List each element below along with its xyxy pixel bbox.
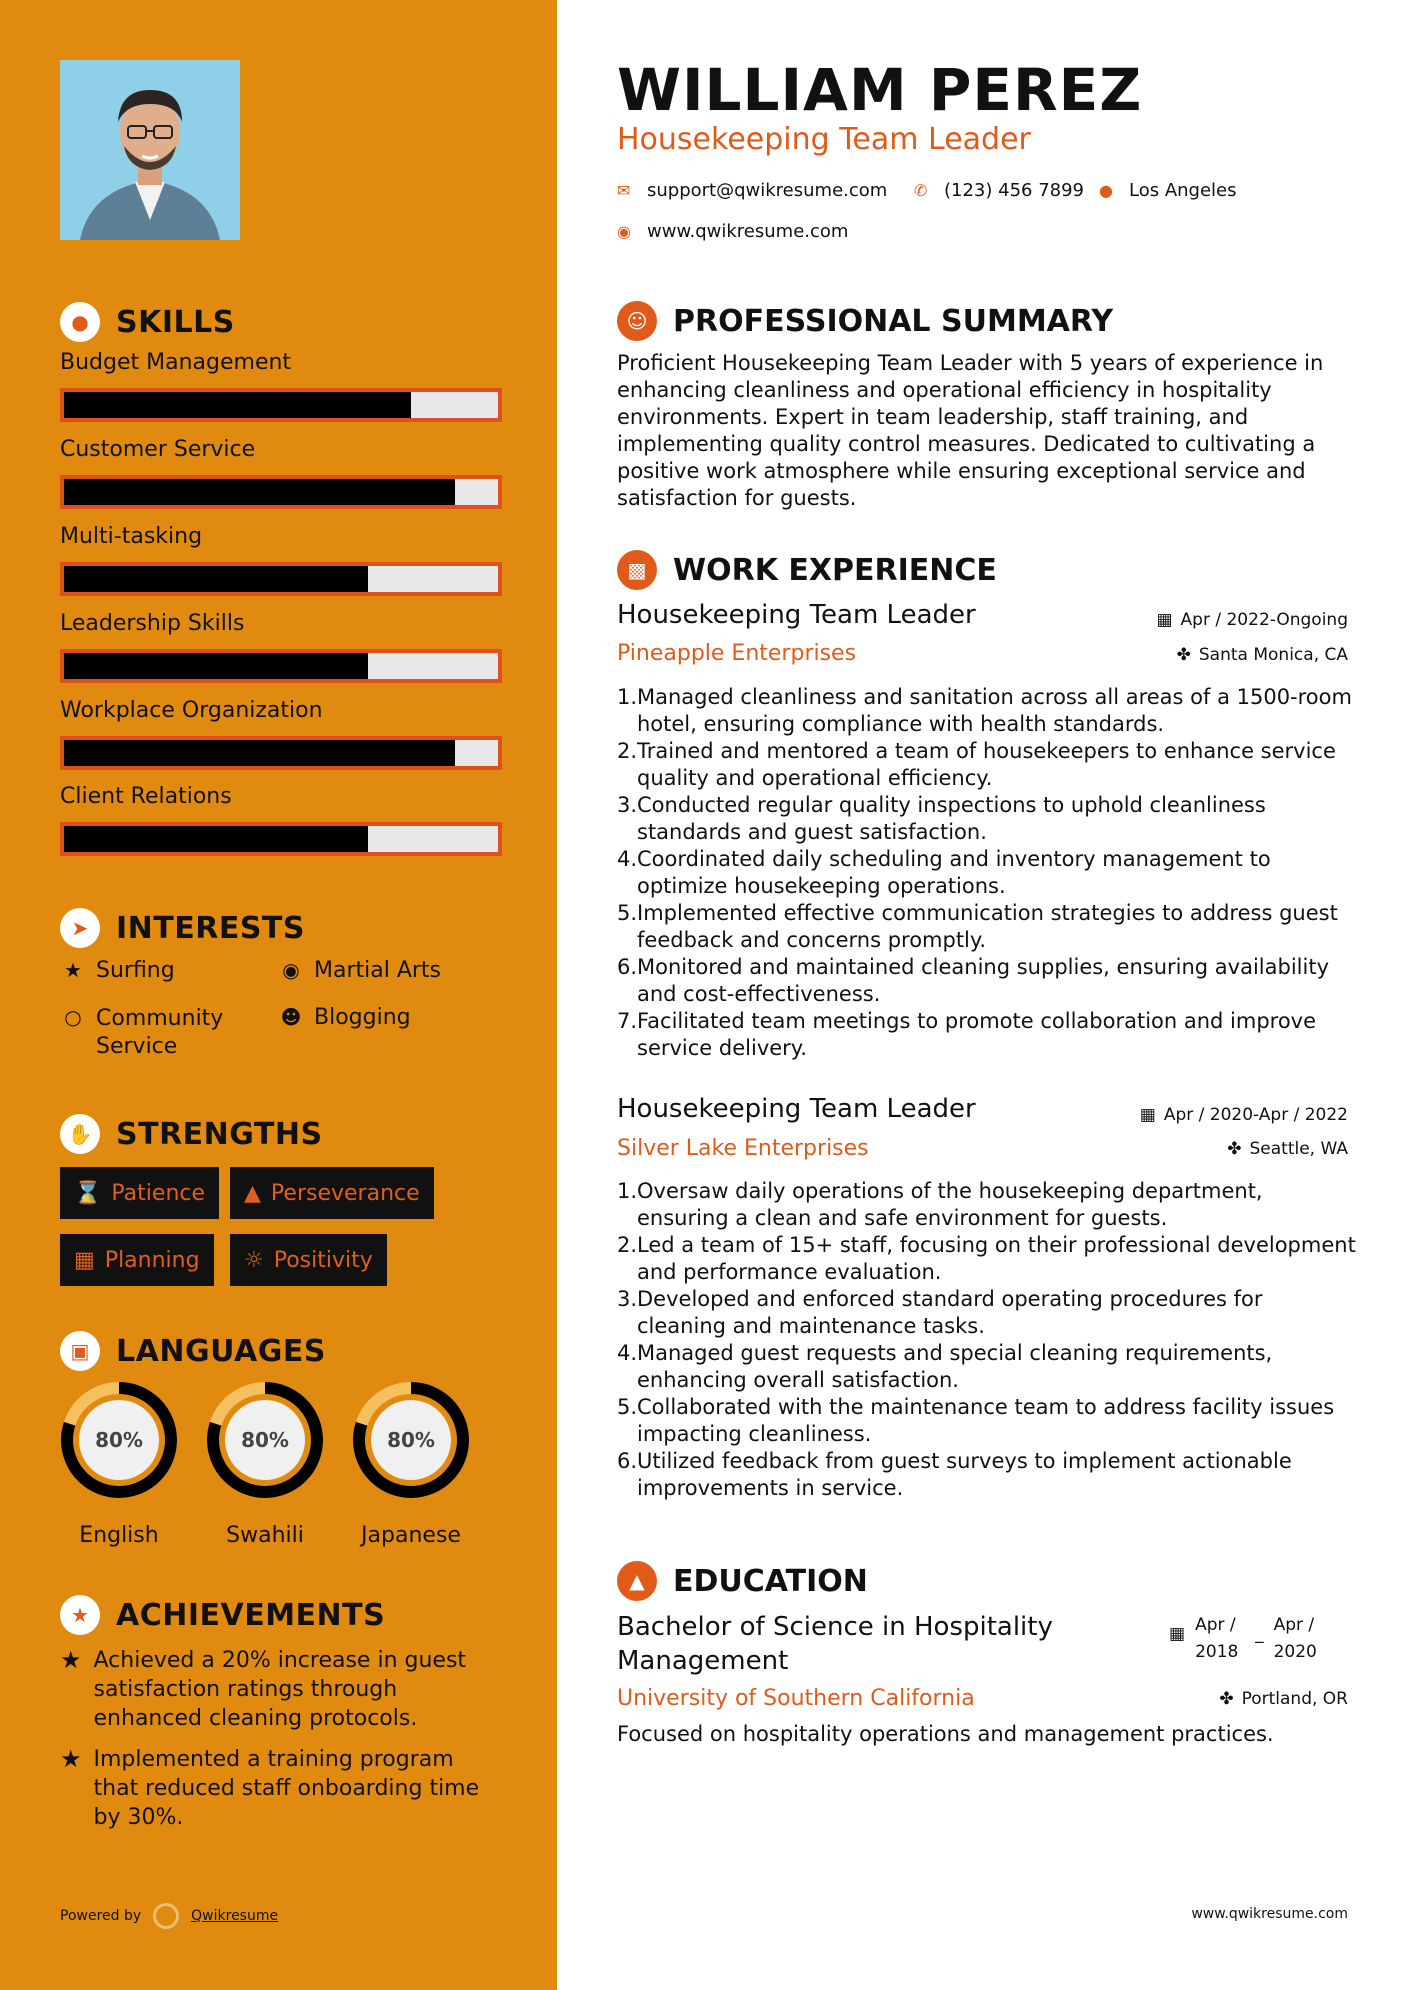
skill-bar: [60, 736, 502, 770]
skills-title: SKILLS: [116, 304, 235, 340]
bullet-text: Led a team of 15+ staff, focusing on their professional development and performance evaluation.: [637, 1233, 1356, 1284]
achievement-text: Achieved a 20% increase in guest satisfaction ratings through enhanced cleaning protocols.: [93, 1648, 467, 1731]
bullet-number: 2.: [617, 1233, 638, 1257]
language-name: Japanese: [361, 1523, 461, 1548]
skill-bar-fill: [64, 826, 368, 852]
language-percent: 80%: [387, 1428, 435, 1452]
footer-url[interactable]: www.qwikresume.com: [1191, 1906, 1348, 1922]
bullet-number: 1.: [617, 1179, 638, 1203]
language-ring: [350, 1379, 472, 1501]
location-text: Los Angeles: [1129, 180, 1237, 201]
globe-icon: ◉: [282, 958, 300, 982]
contact-website[interactable]: [617, 221, 848, 242]
job-date: [1156, 610, 1348, 630]
qwikresume-logo-icon: [153, 1903, 179, 1929]
bullet-item: [617, 684, 1357, 738]
pin-icon: ✤: [1219, 1689, 1234, 1709]
skill-bar-fill: [64, 479, 455, 505]
pin-icon: ✤: [1176, 645, 1191, 665]
bullet-number: 4.: [617, 847, 638, 871]
star-icon: ★: [60, 1646, 82, 1674]
interest-label: Community Service: [96, 1006, 224, 1059]
interest-item: [60, 958, 175, 983]
email-text: support@qwikresume.com: [647, 180, 888, 201]
bullet-text: Facilitated team meetings to promote collaboration and improve service delivery.: [637, 1009, 1317, 1060]
bullet-text: Monitored and maintained cleaning supplies, ensuring availability and cost-effectiveness.: [637, 955, 1329, 1006]
calendar-icon: ▦: [1139, 1105, 1156, 1125]
bullet-text: Implemented effective communication strategies to address guest feedback and concerns promptly.: [637, 901, 1338, 952]
education-date-end: Apr / 2020: [1273, 1615, 1317, 1662]
summary-title: PROFESSIONAL SUMMARY: [673, 303, 1114, 339]
profile-photo: [60, 60, 240, 240]
skill-label: Workplace Organization: [60, 698, 323, 723]
skill-item: [60, 437, 502, 509]
skill-bar: [60, 475, 502, 509]
language-item: [58, 1379, 180, 1548]
bullet-item: [617, 1286, 1357, 1340]
achievement-item: [60, 1745, 500, 1832]
star-icon: ★: [64, 958, 82, 982]
contact-location: [1099, 180, 1237, 201]
powered-by-label: Powered by: [60, 1908, 142, 1924]
strength-badge: [230, 1234, 387, 1286]
skill-bar-fill: [64, 653, 368, 679]
interest-label: Blogging: [314, 1005, 411, 1030]
bullet-number: 4.: [617, 1341, 638, 1365]
bullet-number: 6.: [617, 955, 638, 979]
bullet-text: Collaborated with the maintenance team to address facility issues impacting cleanliness.: [637, 1395, 1335, 1446]
interest-item: [60, 1005, 260, 1061]
language-percent: 80%: [95, 1428, 143, 1452]
skill-bar-fill: [64, 392, 411, 418]
languages-title: LANGUAGES: [116, 1333, 326, 1369]
calendar-icon: ▦: [74, 1247, 95, 1273]
strengths-heading: [60, 1114, 323, 1154]
bullet-text: Oversaw daily operations of the housekeeping department, ensuring a clean and safe environment for guests.: [637, 1179, 1263, 1230]
summary-text: Proficient Housekeeping Team Leader with 5 years of experience in enhancing cleanliness and operational efficiency in hospitality environments. Expert in team leadership, staff training, and implementing quality control measures. Dedicated to cultivating a positive work atmosphere while ensuring exceptional service and satisfaction for guests.: [617, 351, 1324, 510]
hourglass-icon: ⌛: [74, 1180, 102, 1206]
user-icon: ☺: [617, 301, 657, 341]
sun-icon: ☼: [244, 1247, 264, 1273]
bullet-item: [617, 1178, 1357, 1232]
main-content: [557, 0, 1407, 1990]
bullet-text: Managed guest requests and special cleaning requirements, enhancing overall satisfaction.: [637, 1341, 1273, 1392]
bullet-item: [617, 792, 1357, 846]
interests-heading: [60, 908, 305, 948]
skill-item: [60, 350, 502, 422]
skill-item: [60, 611, 502, 683]
website-text: www.qwikresume.com: [647, 221, 849, 242]
strength-label: Perseverance: [270, 1180, 420, 1206]
skill-bar: [60, 388, 502, 422]
map-pin-icon: ●: [1099, 181, 1113, 200]
calendar-icon: ▦: [1169, 1624, 1186, 1644]
strength-badge: [60, 1234, 214, 1286]
candidate-role: Housekeeping Team Leader: [617, 122, 1031, 157]
experience-title: WORK EXPERIENCE: [673, 552, 997, 588]
education-heading: [617, 1561, 868, 1601]
phone-icon: ✆: [914, 181, 928, 200]
language-ring: [58, 1379, 180, 1501]
education-date-start: Apr / 2018: [1195, 1615, 1239, 1662]
bullet-item: [617, 1448, 1357, 1502]
contact-phone: [914, 180, 1084, 201]
skill-item: [60, 784, 502, 856]
bullet-item: [617, 900, 1357, 954]
strength-label: Patience: [111, 1180, 206, 1206]
bullet-number: 7.: [617, 1009, 638, 1033]
skill-label: Leadership Skills: [60, 611, 245, 636]
education-date-separator: _: [1255, 1624, 1264, 1644]
job-bullets: [617, 1178, 1357, 1502]
bullet-number: 2.: [617, 739, 638, 763]
job-company: Pineapple Enterprises: [617, 641, 857, 666]
bullet-number: 5.: [617, 1395, 638, 1419]
briefcase-icon: ▩: [617, 550, 657, 590]
bullet-number: 1.: [617, 685, 638, 709]
bullet-number: 5.: [617, 901, 638, 925]
paper-plane-icon: ➤: [60, 908, 100, 948]
star-icon: ★: [60, 1745, 82, 1773]
graduation-cap-icon: ▲: [617, 1561, 657, 1601]
skill-label: Customer Service: [60, 437, 256, 462]
bullet-item: [617, 1340, 1357, 1394]
achievement-item: [60, 1646, 500, 1733]
bullet-item: [617, 846, 1357, 900]
strength-label: Positivity: [273, 1247, 373, 1273]
bullet-text: Managed cleanliness and sanitation across all areas of a 1500-room hotel, ensuring compliance with health standards.: [637, 685, 1352, 736]
skill-bar-fill: [64, 566, 368, 592]
job-location-text: Seattle, WA: [1249, 1139, 1348, 1159]
qwikresume-link[interactable]: Qwikresume: [191, 1908, 279, 1924]
bullet-text: Trained and mentored a team of housekeepers to enhance service quality and operational efficiency.: [637, 739, 1336, 790]
achievements-heading: [60, 1595, 385, 1635]
bullet-item: [617, 738, 1357, 792]
strength-badge: [60, 1167, 219, 1219]
bullet-number: 3.: [617, 793, 638, 817]
skill-item: [60, 698, 502, 770]
bullet-text: Utilized feedback from guest surveys to implement actionable improvements in service.: [637, 1449, 1292, 1500]
language-ring: [204, 1379, 326, 1501]
summary-heading: [617, 301, 1113, 341]
skill-bar: [60, 562, 502, 596]
job-date: [1140, 1105, 1348, 1125]
strengths-title: STRENGTHS: [116, 1116, 323, 1152]
language-name: English: [79, 1523, 159, 1548]
hand-icon: ○: [64, 1005, 82, 1029]
job-location: [1177, 645, 1348, 665]
road-icon: ▲: [244, 1180, 261, 1206]
phone-text: (123) 456 7899: [944, 180, 1085, 201]
job-bullets: [617, 684, 1357, 1062]
education-date: [1169, 1612, 1324, 1666]
skill-label: Budget Management: [60, 350, 292, 375]
skills-heading: [60, 302, 235, 342]
skill-bar: [60, 649, 502, 683]
education-location: [1219, 1689, 1348, 1709]
interest-item: [278, 1005, 411, 1030]
powered-by: [60, 1903, 278, 1929]
users-icon: ☻: [280, 1005, 302, 1029]
job-location-text: Santa Monica, CA: [1198, 645, 1348, 665]
contact-email[interactable]: [617, 180, 887, 201]
bullet-number: 3.: [617, 1287, 638, 1311]
language-icon: ▣: [60, 1331, 100, 1371]
job-company: Silver Lake Enterprises: [617, 1136, 869, 1161]
sidebar: [0, 0, 557, 1990]
skill-bar: [60, 822, 502, 856]
language-item: [204, 1379, 326, 1548]
education-location-text: Portland, OR: [1241, 1689, 1348, 1709]
language-item: [350, 1379, 472, 1548]
bullet-text: Conducted regular quality inspections to uphold cleanliness standards and guest satisfaction.: [637, 793, 1266, 844]
envelope-icon: ✉: [617, 181, 631, 200]
achievement-text: Implemented a training program that reduced staff onboarding time by 30%.: [93, 1747, 480, 1830]
lightbulb-icon: ●: [60, 302, 100, 342]
job-location: [1227, 1139, 1348, 1159]
education-title: EDUCATION: [673, 1563, 868, 1599]
achievements-title: ACHIEVEMENTS: [116, 1597, 386, 1633]
job-title: Housekeeping Team Leader: [617, 600, 976, 630]
skill-label: Client Relations: [60, 784, 232, 809]
degree-title: Bachelor of Science in Hospitality Management: [617, 1612, 1053, 1676]
bullet-text: Coordinated daily scheduling and inventory management to optimize housekeeping operations.: [637, 847, 1271, 898]
globe-icon: ◉: [617, 222, 631, 241]
job-date-text: Apr / 2020-Apr / 2022: [1163, 1105, 1348, 1125]
bullet-text: Developed and enforced standard operating procedures for cleaning and maintenance tasks.: [637, 1287, 1263, 1338]
school-name: University of Southern California: [617, 1686, 975, 1711]
bullet-item: [617, 1394, 1357, 1448]
education-description: Focused on hospitality operations and management practices.: [617, 1722, 1274, 1746]
candidate-name: WILLIAM PEREZ: [617, 56, 1143, 124]
interests-title: INTERESTS: [116, 910, 305, 946]
experience-heading: [617, 550, 997, 590]
fist-icon: ✋: [60, 1114, 100, 1154]
strength-badge: [230, 1167, 434, 1219]
language-percent: 80%: [241, 1428, 289, 1452]
skill-item: [60, 524, 502, 596]
skill-bar-fill: [64, 740, 455, 766]
calendar-icon: ▦: [1156, 610, 1173, 630]
interest-label: Surfing: [96, 958, 175, 983]
language-name: Swahili: [226, 1523, 304, 1548]
bullet-number: 6.: [617, 1449, 638, 1473]
pin-icon: ✤: [1227, 1139, 1242, 1159]
bullet-item: [617, 954, 1357, 1008]
strength-label: Planning: [104, 1247, 200, 1273]
job-date-text: Apr / 2022-Ongoing: [1180, 610, 1348, 630]
trophy-icon: ★: [60, 1595, 100, 1635]
bullet-item: [617, 1232, 1357, 1286]
interest-label: Martial Arts: [314, 958, 442, 983]
job-title: Housekeeping Team Leader: [617, 1094, 976, 1124]
languages-heading: [60, 1331, 326, 1371]
interest-item: [278, 958, 441, 983]
bullet-item: [617, 1008, 1357, 1062]
skill-label: Multi-tasking: [60, 524, 203, 549]
